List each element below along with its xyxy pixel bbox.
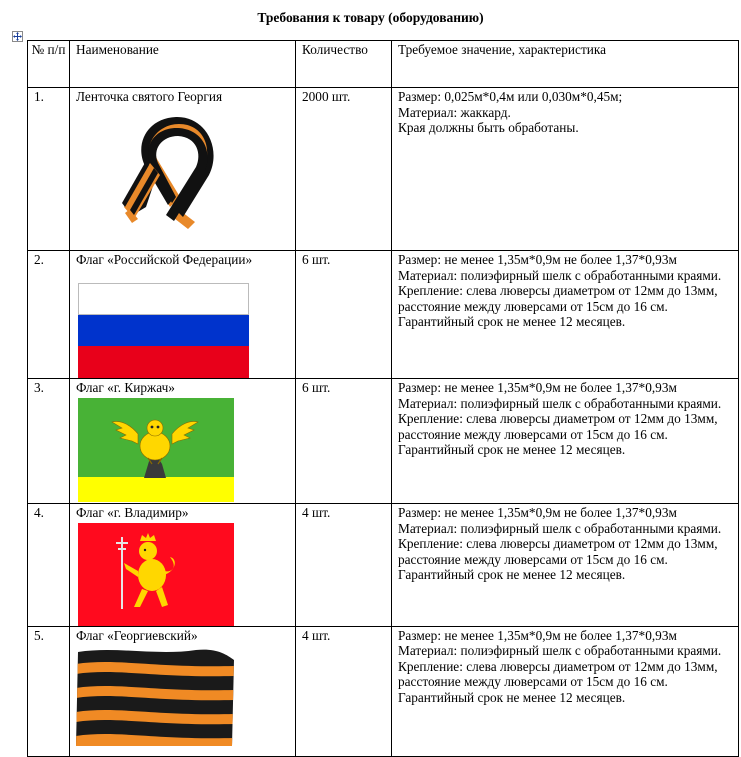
header-qty: Количество <box>296 41 392 88</box>
spec-line: Крепление: слева люверсы диаметром от 12мм до 13мм, расстояние между люверсами от 15см до 16 см. <box>398 658 718 690</box>
row-name-cell <box>70 379 296 504</box>
row-qty: 4 шт. <box>296 504 392 627</box>
spec-line: Размер: не менее 1,35м*0,9м не более 1,37*0,93м <box>398 505 677 520</box>
table-row <box>28 88 739 251</box>
row-name-cell <box>70 626 296 756</box>
header-name: Наименование <box>70 41 296 88</box>
spec-line: Крепление: слева люверсы диаметром от 12мм до 13мм, расстояние между люверсами от 15см до 16 см. <box>398 536 718 567</box>
row-name-cell <box>70 88 296 251</box>
spec-line: Гарантийный срок не менее 12 месяцев. <box>398 314 626 330</box>
row-spec <box>392 504 739 627</box>
vladimir-flag-icon <box>78 523 234 626</box>
row-name: Ленточка святого Георгия <box>76 89 223 104</box>
table-row <box>28 379 739 504</box>
row-qty: 2000 шт. <box>296 88 392 251</box>
spec-line: Размер: не менее 1,35м*0,9м не более 1,37*0,93м <box>398 380 677 395</box>
row-name: Флаг «Российской Федерации» <box>76 252 253 267</box>
table-row <box>28 251 739 379</box>
row-name-cell <box>70 251 296 379</box>
spec-line: Размер: 0,025м*0,4м или 0,030м*0,45м; <box>398 89 623 104</box>
row-qty: 4 шт. <box>296 626 392 756</box>
table-row <box>28 504 739 627</box>
spec-line: Крепление: слева люверсы диаметром от 12мм до 13мм, расстояние между люверсами от 15см до 16 см. <box>398 283 718 314</box>
row-name-cell <box>70 504 296 627</box>
spec-line: Гарантийный срок не менее 12 месяцев. <box>398 689 626 705</box>
spec-line: Материал: полиэфирный шелк с обработанными краями. <box>398 520 722 536</box>
table-row <box>28 626 739 756</box>
header-num: № п/п <box>28 41 70 88</box>
spec-line: Материал: жаккард. <box>398 104 511 120</box>
row-spec <box>392 626 739 756</box>
row-spec <box>392 379 739 504</box>
spec-line: Материал: полиэфирный шелк с обработанными краями. <box>398 643 722 659</box>
russian-flag-icon <box>78 283 249 378</box>
row-qty: 6 шт. <box>296 251 392 379</box>
row-name: Флаг «Георгиевский» <box>76 627 198 643</box>
row-name: Флаг «г. Киржач» <box>76 380 175 395</box>
row-num: 3. <box>28 379 70 504</box>
spec-line: Крепление: слева люверсы диаметром от 12мм до 13мм, расстояние между люверсами от 15см до 16 см. <box>398 411 718 442</box>
spec-line: Края должны быть обработаны. <box>398 120 579 136</box>
row-num: 4. <box>28 504 70 627</box>
table-move-handle-icon[interactable] <box>12 31 23 42</box>
st-george-flag-icon <box>76 646 236 746</box>
row-num: 5. <box>28 626 70 756</box>
requirements-table <box>27 40 739 757</box>
row-name: Флаг «г. Владимир» <box>76 505 189 520</box>
row-spec <box>392 251 739 379</box>
table-header-row <box>28 41 739 88</box>
row-num: 2. <box>28 251 70 379</box>
spec-line: Гарантийный срок не менее 12 месяцев. <box>398 442 626 458</box>
header-spec: Требуемое значение, характеристика <box>392 41 739 88</box>
st-george-ribbon-icon <box>110 111 220 236</box>
spec-line: Размер: не менее 1,35м*0,9м не более 1,37*0,93м <box>398 252 677 267</box>
spec-line: Материал: полиэфирный шелк с обработанными краями. <box>398 395 722 411</box>
row-spec <box>392 88 739 251</box>
document-title: Требования к товару (оборудованию) <box>257 10 484 25</box>
kirzhach-flag-icon <box>78 398 234 502</box>
spec-line: Гарантийный срок не менее 12 месяцев. <box>398 567 626 583</box>
spec-line: Материал: полиэфирный шелк с обработанными краями. <box>398 267 722 283</box>
row-num: 1. <box>28 88 70 251</box>
spec-line: Размер: не менее 1,35м*0,9м не более 1,37*0,93м <box>398 627 677 643</box>
row-qty: 6 шт. <box>296 379 392 504</box>
